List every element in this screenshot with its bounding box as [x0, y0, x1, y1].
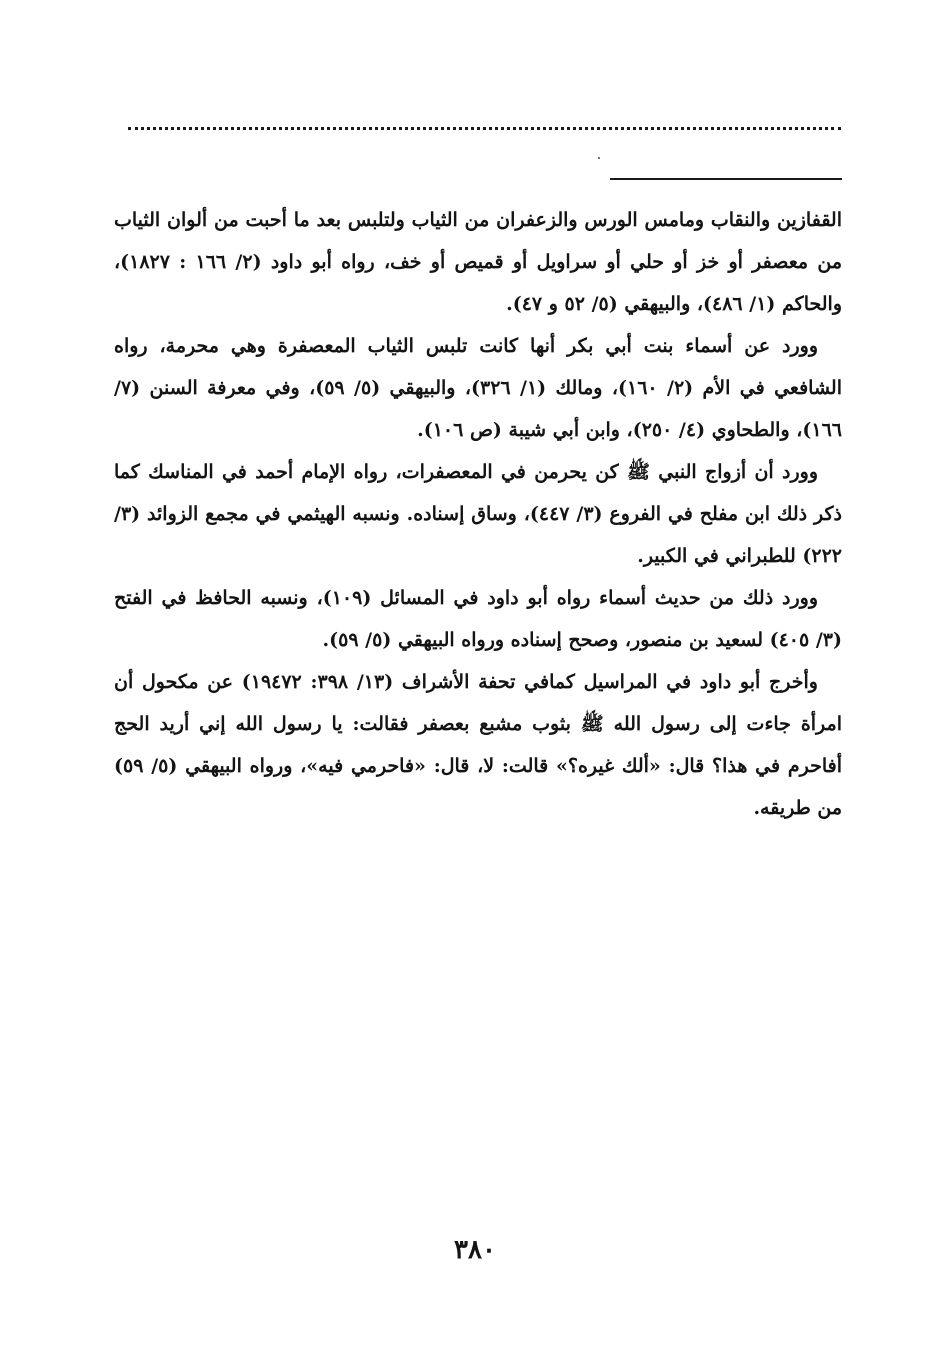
page-number: ٣٨٠: [454, 1235, 496, 1265]
paragraph-4: وورد ذلك من حديث أسماء رواه أبو داود في المسائل (١٠٩)، ونسبه الحافظ في الفتح (٣/ ٤٠٥) لسعيد بن منصور، وصحح إسناده ورواه البيهقي (٥/ ٥٩).: [114, 587, 842, 651]
paragraph-3: وورد أن أزواج النبي ﷺ كن يحرمن في المعصفرات، رواه الإمام أحمد في المناسك كما ذكر ذلك ابن مفلح في الفروع (٣/ ٤٤٧)، وساق إسناده. ونسبه الهيثمي في مجمع الزوائد (٣/ ٢٢٢) للطبراني في الكبير.: [114, 461, 843, 567]
paragraph-5: وأخرج أبو داود في المراسيل كمافي تحفة الأشراف (١٣/ ٣٩٨: ١٩٤٧٢) عن مكحول أن امرأة جاءت إلى رسول الله ﷺ بثوب مشبع بعصفر فقالت: يا رسول الله إني أريد الحج أفاحرم في هذا؟ قال: «ألك غيره؟» قالت: لا، قال: «فاحرمي فيه»، ورواه البيهقي (٥/ ٥٩) من طريقه.: [114, 671, 842, 819]
dotted-separator: [128, 127, 841, 130]
paragraph-1: القفازين والنقاب ومامس الورس والزعفران من الثياب ولتلبس بعد ما أحبت من ألوان الثياب من معصفر أو خز أو حلي أو سراويل أو قميص أو خف، رواه أبو داود (٢/ ١٦٦ : ١٨٢٧)، والحاكم (١/ ٤٨٦)، والبيهقي (٥/ ٥٢ و ٤٧).: [114, 209, 843, 315]
footnote-rule: [610, 178, 842, 180]
scan-speck: [598, 157, 600, 159]
paragraph-2: وورد عن أسماء بنت أبي بكر أنها كانت تلبس الثياب المعصفرة وهي محرمة، رواه الشافعي في الأم (٢/ ١٦٠)، ومالك (١/ ٣٢٦)، والبيهقي (٥/ ٥٩)، وفي معرفة السنن (٧/ ١٦٦)، والطحاوي (٤/ ٢٥٠)، وابن أبي شيبة (ص ١٠٦).: [114, 335, 842, 441]
footnote-text: [114, 199, 842, 829]
